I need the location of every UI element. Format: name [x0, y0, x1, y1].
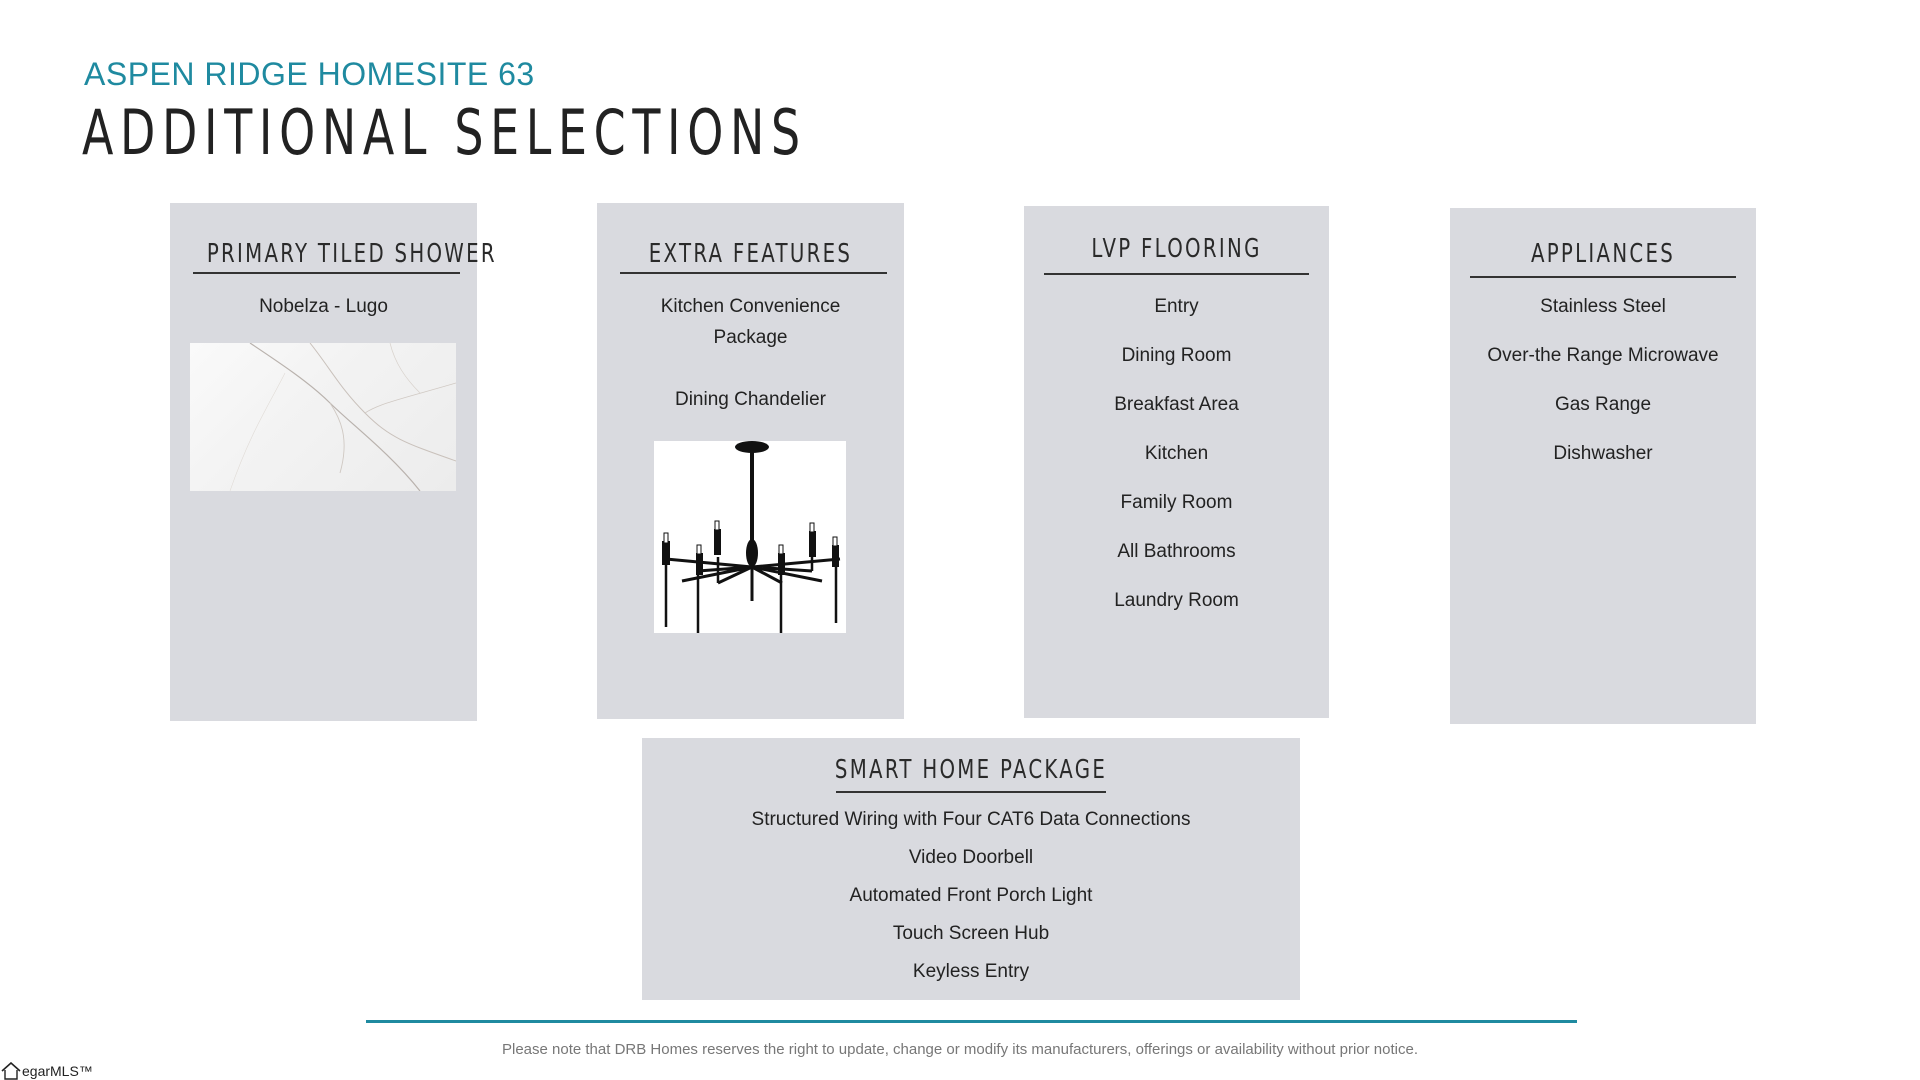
card-heading: SMART HOME PACKAGE — [834, 755, 1108, 785]
card-divider — [836, 791, 1106, 793]
list-item: Stainless Steel — [1540, 296, 1666, 317]
list-item: Entry — [1154, 296, 1199, 317]
list-item: Dining Chandelier — [674, 389, 827, 410]
card-heading: APPLIANCES — [1530, 239, 1676, 269]
card-divider — [1470, 276, 1736, 278]
item-list — [597, 291, 904, 415]
list-item: Dining Room — [1121, 345, 1232, 366]
list-item: Dishwasher — [1553, 443, 1653, 464]
card-primary-tiled-shower — [170, 203, 497, 721]
mls-logo — [0, 1062, 93, 1080]
list-item: Gas Range — [1554, 394, 1652, 415]
list-item: Structured Wiring with Four CAT6 Data Connections — [751, 809, 1191, 830]
card-extra-features — [597, 203, 904, 719]
chandelier-image — [654, 441, 846, 633]
page-title: ADDITIONAL SELECTIONS — [82, 96, 807, 169]
homesite-subtitle: ASPEN RIDGE HOMESITE 63 — [84, 56, 535, 92]
house-icon — [0, 1062, 22, 1080]
list-item: Over-the Range Microwave — [1487, 345, 1719, 366]
list-item: Kitchen Convenience Package — [660, 296, 841, 348]
item-list — [1450, 291, 1756, 469]
list-item: Family Room — [1120, 492, 1233, 513]
footer-divider — [366, 1020, 1577, 1023]
item-list — [1024, 291, 1329, 616]
list-item: Keyless Entry — [912, 961, 1030, 982]
list-item: Laundry Room — [1114, 590, 1239, 611]
disclaimer-text: Please note that DRB Homes reserves the right to update, change or modify its manufacturers, offerings or availability without prior notice. — [501, 1041, 1418, 1058]
item-list — [170, 291, 477, 322]
card-divider — [1044, 273, 1309, 275]
list-item: Automated Front Porch Light — [849, 885, 1093, 906]
list-item: Touch Screen Hub — [892, 923, 1050, 944]
card-divider — [620, 272, 887, 274]
mls-logo-text: egarMLS™ — [22, 1063, 93, 1079]
card-header — [1024, 234, 1329, 298]
list-item: Kitchen — [1144, 443, 1209, 464]
item-list — [642, 804, 1300, 987]
list-item: Breakfast Area — [1114, 394, 1239, 415]
card-lvp-flooring — [1024, 206, 1329, 718]
marble-tile-image — [190, 343, 456, 491]
card-heading: EXTRA FEATURES — [648, 239, 853, 269]
card-divider — [193, 272, 460, 274]
card-smart-home-package — [642, 738, 1300, 1000]
list-item: Nobelza - Lugo — [259, 296, 388, 317]
list-item: All Bathrooms — [1117, 541, 1236, 562]
card-appliances — [1450, 208, 1756, 724]
list-item: Video Doorbell — [908, 847, 1034, 868]
card-heading: LVP FLOORING — [1091, 234, 1262, 264]
card-heading: PRIMARY TILED SHOWER — [206, 239, 497, 269]
